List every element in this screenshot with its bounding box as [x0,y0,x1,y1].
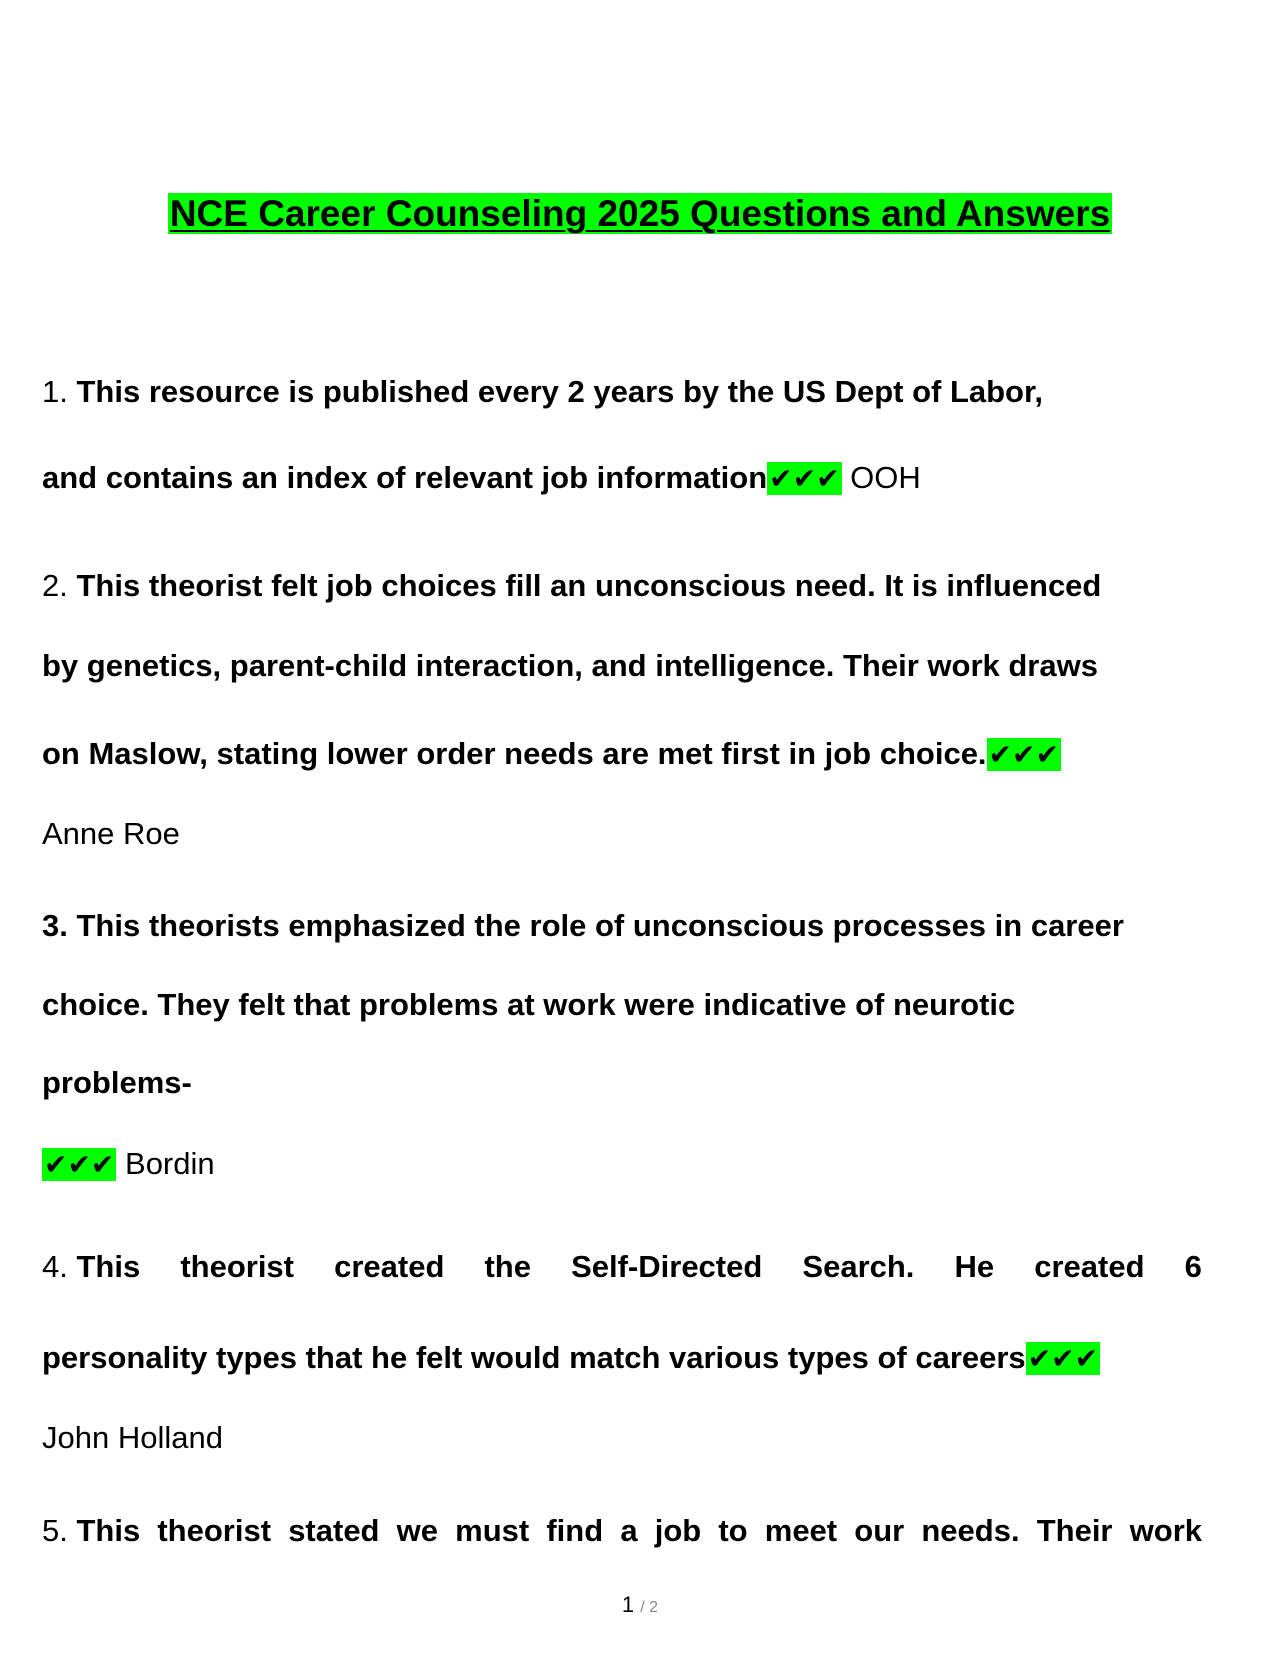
question-4-word: He [954,1249,995,1284]
question-2-text: This theorist felt job choices fill an unconscious need. It is influenced [76,568,1102,603]
question-2-line-3 [42,732,1061,777]
question-5-word: Their [1036,1513,1113,1548]
question-5-word: find [546,1513,604,1548]
check-mark-icon: ✔✔✔ [988,738,1059,771]
question-3-answer: Bordin [125,1146,215,1181]
question-5-number: 5. [42,1513,68,1548]
question-5-word: must [455,1513,530,1548]
question-2-text: by genetics, parent-child interaction, and intelligence. Their work draws [42,648,1098,683]
question-3-text: problems- [42,1065,192,1100]
check-mark-icon: ✔✔✔ [769,462,840,495]
question-4-word: the [484,1249,531,1284]
question-4-word: Search. [802,1249,915,1284]
question-5-word: stated [288,1513,380,1548]
question-4-word: created [1034,1249,1145,1284]
page-number [0,1590,1280,1623]
question-2-line-2 [42,644,1098,688]
question-5-word: needs. [921,1513,1020,1548]
question-5-line-1 [42,1509,1202,1553]
document-title [0,190,1280,238]
question-3-line-2 [42,983,1015,1027]
question-5-word: a [620,1513,638,1548]
question-3-text: choice. They felt that problems at work were indicative of neurotic [42,987,1016,1022]
question-4-answer: John Holland [42,1420,223,1455]
question-2-answer: Anne Roe [42,816,180,851]
question-3-number: 3. [42,908,68,943]
check-mark-icon: ✔✔✔ [1027,1342,1099,1375]
question-4-line-2 [42,1336,1100,1381]
question-5-word: meet [764,1513,838,1548]
question-3-line-1 [42,904,1124,948]
page-number-total: / 2 [640,1599,659,1616]
question-4-line-1 [42,1245,1202,1289]
question-1-line-1 [42,370,1043,414]
question-3-line-3 [42,1061,192,1105]
question-4-word: Self-Directed [571,1249,763,1284]
question-4-number: 4. [42,1249,68,1284]
question-4-answer-line [42,1416,223,1460]
question-5-word: theorist [157,1513,272,1548]
question-1-line-2 [42,456,921,501]
document-title-text: NCE Career Counseling 2025 Questions and Answers [169,193,1111,234]
question-5-word: This [76,1513,141,1548]
question-4-word: theorist [180,1249,294,1284]
question-2-line-1 [42,564,1101,608]
check-mark-icon: ✔✔✔ [44,1148,115,1181]
question-2-number: 2. [42,568,68,603]
question-3-text: This theorists emphasized the role of unconscious processes in career [76,908,1124,943]
question-2-answer-line [42,812,180,856]
question-5-word: our [854,1513,905,1548]
question-4-word: created [334,1249,445,1284]
question-5-word: job [654,1513,702,1548]
question-4-word: This [76,1249,141,1284]
question-1-text: This resource is published every 2 years by the US Dept of Labor, [76,374,1043,409]
question-1-answer: OOH [850,460,921,495]
question-1-number: 1. [42,374,68,409]
question-5-word: work [1129,1513,1202,1548]
question-5-word: to [718,1513,748,1548]
question-1-text: and contains an index of relevant job information [42,460,768,495]
page-number-current: 1 [621,1592,635,1617]
question-5-word: we [396,1513,438,1548]
question-4-text: personality types that he felt would match various types of careers [42,1340,1026,1375]
question-4-word: 6 [1184,1249,1202,1284]
question-3-answer-line [42,1142,215,1187]
question-2-text: on Maslow, stating lower order needs are met first in job choice. [42,736,987,771]
